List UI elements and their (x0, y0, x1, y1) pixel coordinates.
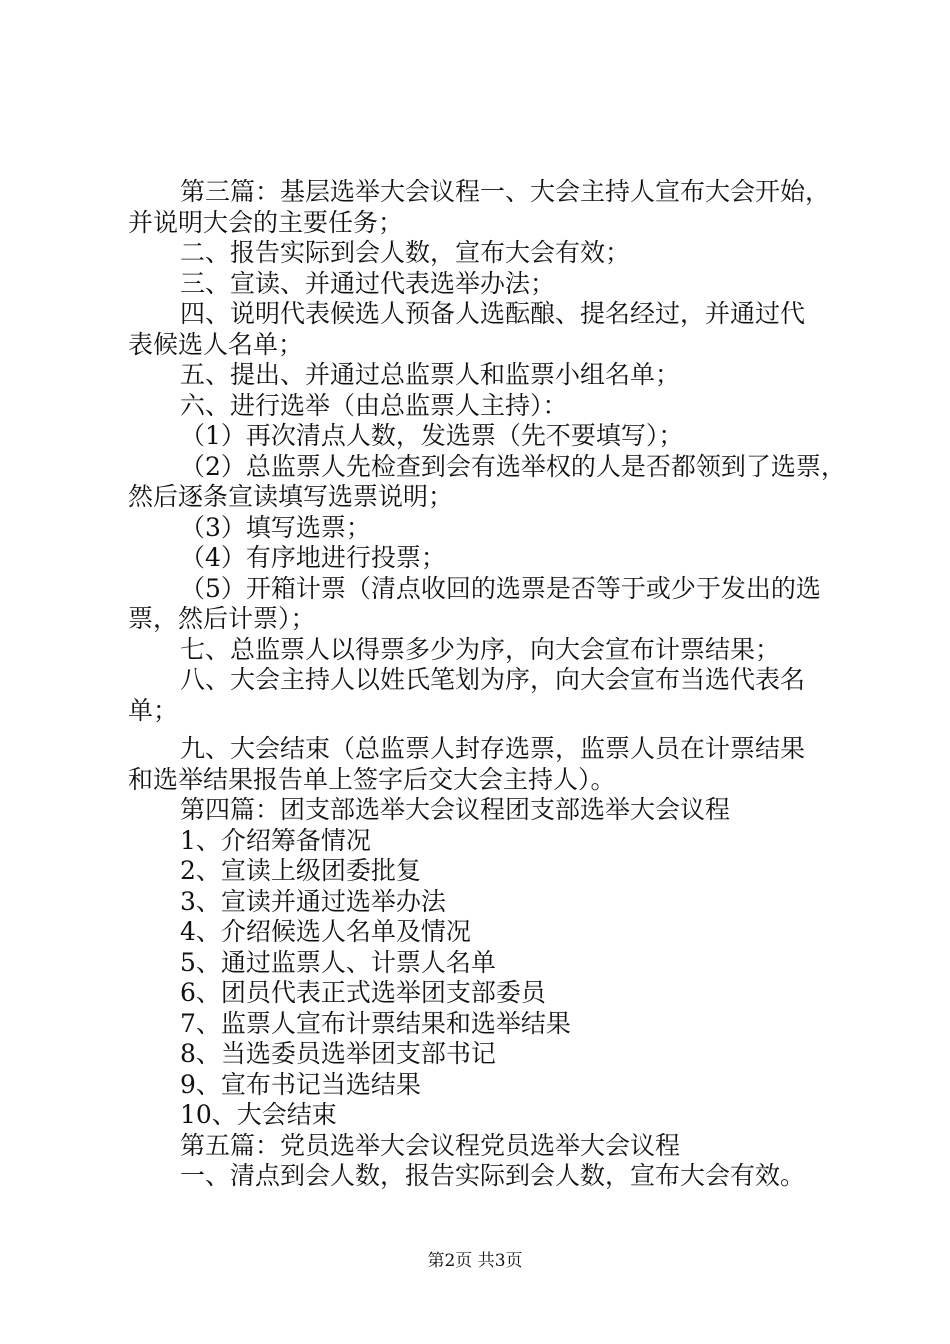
paragraph-line: 并说明大会的主要任务； (128, 207, 404, 237)
list-item: 5、通过监票人、计票人名单 (180, 947, 496, 977)
paragraph-line: 七、总监票人以得票多少为序，向大会宣布计票结果； (180, 634, 781, 664)
section-heading: 第四篇：团支部选举大会议程团支部选举大会议程 (180, 795, 731, 824)
list-item: 8、当选委员选举团支部书记 (180, 1039, 496, 1068)
list-item: 2、宣读上级团委批复 (180, 856, 421, 885)
paragraph-line: （2）总监票人先检查到会有选举权的人是否都领到了选票， (180, 451, 846, 481)
paragraph-line: 九、大会结束（总监票人封存选票，监票人员在计票结果 (180, 734, 806, 763)
list-item: 4、介绍候选人名单及情况 (180, 917, 471, 946)
paragraph-line: 四、说明代表候选人预备人选酝酿、提名经过，并通过代 (180, 299, 806, 328)
list-item: 9、宣布书记当选结果 (180, 1069, 421, 1099)
paragraph-line: 然后逐条宣读填写选票说明； (128, 482, 454, 511)
page-footer: 第2页 共3页 (427, 1251, 523, 1271)
list-item: 7、监票人宣布计票结果和选举结果 (180, 1008, 571, 1038)
paragraph-line: 表候选人名单； (128, 329, 304, 359)
paragraph-line: （4）有序地进行投票； (180, 543, 446, 572)
paragraph-line: 二、报告实际到会人数，宣布大会有效； (180, 238, 631, 267)
paragraph-line: 第三篇：基层选举大会议程一、大会主持人宣布大会开始， (180, 177, 831, 206)
paragraph-line: （3）填写选票； (180, 512, 371, 542)
list-item: 6、团员代表正式选举团支部委员 (180, 978, 546, 1007)
paragraph-line: 票，然后计票）； (128, 604, 316, 633)
paragraph-line: 六、进行选举（由总监票人主持）： (180, 390, 568, 420)
paragraph-line: （1）再次清点人数，发选票（先不要填写）； (180, 421, 684, 450)
list-item: 10、大会结束 (180, 1100, 337, 1129)
paragraph-line: 单； (128, 695, 179, 725)
paragraph-line: （5）开箱计票（清点收回的选票是否等于或少于发出的选 (180, 573, 821, 603)
paragraph-line: 三、宣读、并通过代表选举办法； (180, 268, 556, 298)
paragraph-line: 五、提出、并通过总监票人和监票小组名单； (180, 360, 681, 389)
paragraph-line: 一、清点到会人数，报告实际到会人数，宣布大会有效。 (180, 1161, 806, 1190)
paragraph-line: 八、大会主持人以姓氏笔划为序，向大会宣布当选代表名 (180, 665, 806, 694)
list-item: 1、介绍筹备情况 (180, 825, 371, 855)
paragraph-line: 和选举结果报告单上签字后交大会主持人）。 (128, 764, 616, 794)
list-item: 3、宣读并通过选举办法 (180, 886, 446, 916)
document-body (128, 177, 846, 1192)
section-heading: 第五篇：党员选举大会议程党员选举大会议程 (180, 1130, 681, 1160)
